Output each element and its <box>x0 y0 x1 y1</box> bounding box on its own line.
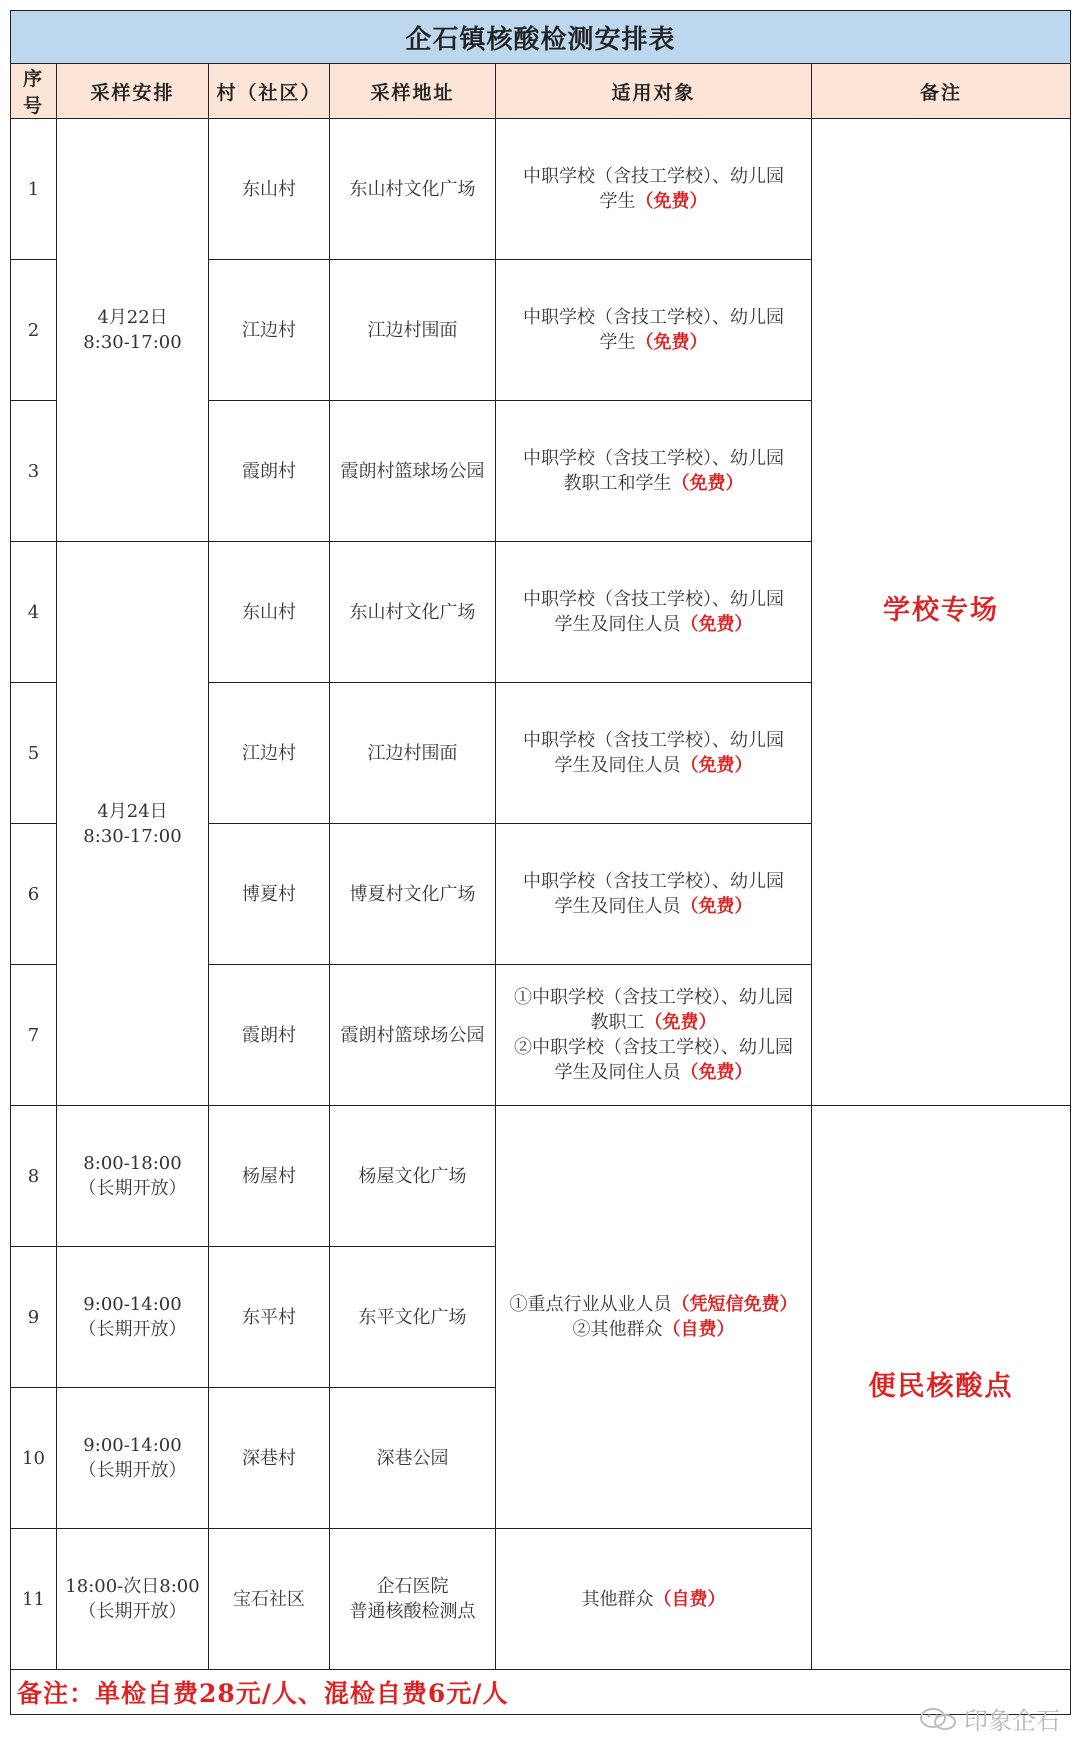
target-line: 学生 <box>599 191 636 212</box>
row-number: 7 <box>11 965 57 1106</box>
target-line: 中职学校（含技工学校）、幼儿园 <box>523 730 784 751</box>
target-line: 中职学校（含技工学校）、幼儿园 <box>523 448 784 469</box>
address-cell: 深巷公园 <box>330 1388 496 1529</box>
schedule-time: 8:30-17:00 <box>83 332 182 353</box>
fee-tag: （免费） <box>680 614 753 635</box>
target-line: 中职学校（含技工学校）、幼儿园 <box>523 307 784 328</box>
village-cell: 杨屋村 <box>209 1106 330 1247</box>
schedule-time: 8:30-17:00 <box>83 825 182 847</box>
schedule-cell <box>57 1388 209 1529</box>
address-line: 普通核酸检测点 <box>349 1601 476 1622</box>
target-line: 学生及同住人员 <box>554 614 681 635</box>
address-cell: 东山村文化广场 <box>330 119 496 260</box>
address-cell: 江边村围面 <box>330 683 496 824</box>
target-line: 中职学校（含技工学校）、幼儿园 <box>523 589 784 610</box>
table-row <box>11 1106 1071 1247</box>
remark-public: 便民核酸点 <box>868 1370 1014 1402</box>
fee-tag: （免费） <box>671 473 744 494</box>
address-cell: 杨屋文化广场 <box>330 1106 496 1247</box>
address-cell: 霞朗村篮球场公园 <box>330 401 496 542</box>
target-line: ②中职学校（含技工学校）、幼儿园 <box>514 1037 793 1058</box>
header-village: 村（社区） <box>209 64 330 119</box>
row-number: 8 <box>11 1106 57 1247</box>
remark-cell-public <box>812 1106 1071 1670</box>
schedule-cell <box>57 1529 209 1670</box>
target-line: 中职学校（含技工学校）、幼儿园 <box>523 166 784 187</box>
village-cell: 东山村 <box>209 542 330 683</box>
target-line: 其他群众 <box>581 1588 654 1610</box>
target-cell <box>496 401 812 542</box>
table-row <box>11 119 1071 260</box>
schedule-sheet <box>10 10 1070 1715</box>
address-cell: 东平文化广场 <box>330 1247 496 1388</box>
footer-note <box>11 1670 1071 1715</box>
wechat-icon <box>918 1707 958 1731</box>
fee-tag: （凭短信免费） <box>671 1294 798 1315</box>
target-line: 学生 <box>599 332 636 353</box>
schedule-note: （长期开放） <box>78 1178 187 1199</box>
fee-tag: （免费） <box>635 191 708 212</box>
target-cell <box>496 542 812 683</box>
schedule-note: （长期开放） <box>78 1601 187 1622</box>
schedule-cell <box>57 119 209 542</box>
target-line: ②其他群众 <box>572 1319 663 1340</box>
schedule-note: （长期开放） <box>78 1319 187 1340</box>
target-cell <box>496 119 812 260</box>
address-cell <box>330 1529 496 1670</box>
schedule-note: （长期开放） <box>78 1460 187 1481</box>
remark-cell-school <box>812 119 1071 1106</box>
village-cell: 深巷村 <box>209 1388 330 1529</box>
header-no: 序号 <box>11 64 57 119</box>
target-cell <box>496 824 812 965</box>
village-cell: 霞朗村 <box>209 965 330 1106</box>
row-number: 1 <box>11 119 57 260</box>
target-line: 中职学校（含技工学校）、幼儿园 <box>523 871 784 892</box>
target-line: 学生及同住人员 <box>554 1062 681 1083</box>
row-number: 11 <box>11 1529 57 1670</box>
fee-tag: （自费） <box>653 1588 726 1610</box>
remark-school: 学校专场 <box>883 595 1000 626</box>
row-number: 10 <box>11 1388 57 1529</box>
row-number: 3 <box>11 401 57 542</box>
target-line: 学生及同住人员 <box>554 896 681 917</box>
target-line: ①重点行业从业人员 <box>509 1294 672 1315</box>
fee-tag: （自费） <box>662 1319 735 1340</box>
target-line: ①中职学校（含技工学校）、幼儿园 <box>514 987 793 1008</box>
village-cell: 博夏村 <box>209 824 330 965</box>
fee-tag: （免费） <box>644 1012 717 1033</box>
schedule-table <box>10 10 1071 1715</box>
header-remark: 备注 <box>812 64 1071 119</box>
target-cell <box>496 1529 812 1670</box>
header-schedule: 采样安排 <box>57 64 209 119</box>
schedule-cell <box>57 1106 209 1247</box>
schedule-cell <box>57 542 209 1106</box>
row-number: 2 <box>11 260 57 401</box>
fee-tag: （免费） <box>635 332 708 353</box>
target-cell <box>496 965 812 1106</box>
schedule-date: 4月24日 <box>97 800 168 822</box>
address-cell: 霞朗村篮球场公园 <box>330 965 496 1106</box>
fee-tag: （免费） <box>680 755 753 776</box>
schedule-cell <box>57 1247 209 1388</box>
schedule-time: 18:00-次日8:00 <box>65 1576 200 1597</box>
watermark-text: 印象企石 <box>964 1707 1060 1735</box>
village-cell: 江边村 <box>209 260 330 401</box>
fee-tag: （免费） <box>680 1062 753 1083</box>
schedule-time: 9:00-14:00 <box>83 1294 182 1315</box>
village-cell: 东山村 <box>209 119 330 260</box>
address-cell: 东山村文化广场 <box>330 542 496 683</box>
schedule-time: 9:00-14:00 <box>83 1435 182 1456</box>
village-cell: 霞朗村 <box>209 401 330 542</box>
target-cell-shared <box>496 1106 812 1529</box>
row-number: 5 <box>11 683 57 824</box>
target-cell <box>496 260 812 401</box>
target-line: 教职工和学生 <box>563 473 672 494</box>
schedule-date: 4月22日 <box>97 307 168 328</box>
village-cell: 宝石社区 <box>209 1529 330 1670</box>
header-target: 适用对象 <box>496 64 812 119</box>
row-number: 9 <box>11 1247 57 1388</box>
row-number: 6 <box>11 824 57 965</box>
village-cell: 江边村 <box>209 683 330 824</box>
village-cell: 东平村 <box>209 1247 330 1388</box>
fee-tag: （免费） <box>680 896 753 917</box>
target-cell <box>496 683 812 824</box>
table-title: 企石镇核酸检测安排表 <box>11 11 1071 64</box>
watermark <box>918 1701 1060 1736</box>
footer-text: 备注：单检自费28元/人、混检自费6元/人 <box>17 1679 509 1708</box>
address-line: 企石医院 <box>376 1576 449 1597</box>
schedule-time: 8:00-18:00 <box>83 1153 182 1174</box>
address-cell: 博夏村文化广场 <box>330 824 496 965</box>
row-number: 4 <box>11 542 57 683</box>
address-cell: 江边村围面 <box>330 260 496 401</box>
target-line: 教职工 <box>590 1012 645 1033</box>
target-line: 学生及同住人员 <box>554 755 681 776</box>
header-address: 采样地址 <box>330 64 496 119</box>
